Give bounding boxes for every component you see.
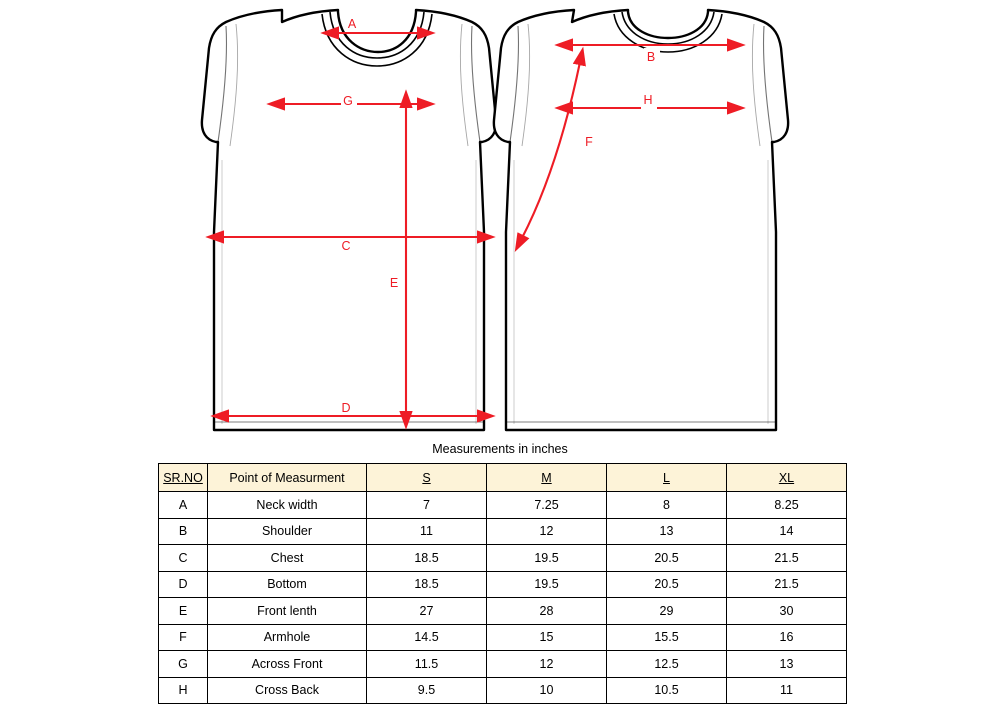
header-size-s: S — [367, 464, 487, 492]
row-value-m: 15 — [487, 624, 607, 651]
row-value-m: 12 — [487, 518, 607, 545]
row-value-s: 9.5 — [367, 677, 487, 704]
label-G: G — [343, 94, 353, 108]
row-value-xl: 30 — [727, 598, 847, 625]
front-garment-outline — [202, 10, 496, 430]
row-value-l: 12.5 — [607, 651, 727, 678]
row-value-xl: 13 — [727, 651, 847, 678]
label-F: F — [585, 135, 593, 149]
row-value-s: 11.5 — [367, 651, 487, 678]
row-value-s: 18.5 — [367, 571, 487, 598]
row-value-l: 20.5 — [607, 571, 727, 598]
table-row — [159, 598, 847, 625]
row-sr: G — [159, 651, 208, 678]
row-point: Across Front — [208, 651, 367, 678]
row-value-l: 29 — [607, 598, 727, 625]
row-sr: E — [159, 598, 208, 625]
table-row — [159, 677, 847, 704]
row-sr: A — [159, 492, 208, 519]
row-point: Shoulder — [208, 518, 367, 545]
row-sr: B — [159, 518, 208, 545]
header-sr-no: SR.NO — [159, 464, 208, 492]
row-sr: D — [159, 571, 208, 598]
label-A: A — [347, 17, 357, 31]
row-point: Armhole — [208, 624, 367, 651]
row-value-s: 11 — [367, 518, 487, 545]
row-point: Chest — [208, 545, 367, 572]
table-row — [159, 545, 847, 572]
row-value-xl: 21.5 — [727, 545, 847, 572]
row-value-xl: 11 — [727, 677, 847, 704]
row-value-m: 19.5 — [487, 545, 607, 572]
row-value-m: 28 — [487, 598, 607, 625]
row-value-xl: 8.25 — [727, 492, 847, 519]
row-value-m: 12 — [487, 651, 607, 678]
label-C: C — [341, 239, 351, 253]
row-value-l: 20.5 — [607, 545, 727, 572]
row-value-m: 7.25 — [487, 492, 607, 519]
row-value-xl: 16 — [727, 624, 847, 651]
back-garment-outline — [494, 10, 788, 430]
table-row — [159, 492, 847, 519]
table-row — [159, 651, 847, 678]
row-point: Front lenth — [208, 598, 367, 625]
header-size-m: M — [487, 464, 607, 492]
row-value-l: 13 — [607, 518, 727, 545]
label-H: H — [643, 93, 653, 107]
row-value-s: 27 — [367, 598, 487, 625]
row-value-l: 10.5 — [607, 677, 727, 704]
table-header-row — [159, 464, 847, 492]
row-point: Neck width — [208, 492, 367, 519]
row-sr: C — [159, 545, 208, 572]
row-value-m: 19.5 — [487, 571, 607, 598]
row-value-l: 8 — [607, 492, 727, 519]
size-chart-table — [158, 463, 847, 704]
row-point: Bottom — [208, 571, 367, 598]
table-row — [159, 518, 847, 545]
label-E: E — [389, 276, 399, 290]
measurement-unit-caption: Measurements in inches — [432, 442, 568, 456]
row-value-xl: 21.5 — [727, 571, 847, 598]
row-value-s: 14.5 — [367, 624, 487, 651]
label-D: D — [341, 401, 351, 415]
row-sr: H — [159, 677, 208, 704]
table-row — [159, 571, 847, 598]
header-size-xl: XL — [727, 464, 847, 492]
row-value-xl: 14 — [727, 518, 847, 545]
row-sr: F — [159, 624, 208, 651]
header-size-l: L — [607, 464, 727, 492]
header-point-of-measurement: Point of Measurment — [208, 464, 367, 492]
row-point: Cross Back — [208, 677, 367, 704]
row-value-l: 15.5 — [607, 624, 727, 651]
label-B: B — [646, 50, 656, 64]
row-value-s: 7 — [367, 492, 487, 519]
row-value-s: 18.5 — [367, 545, 487, 572]
table-row — [159, 624, 847, 651]
row-value-m: 10 — [487, 677, 607, 704]
